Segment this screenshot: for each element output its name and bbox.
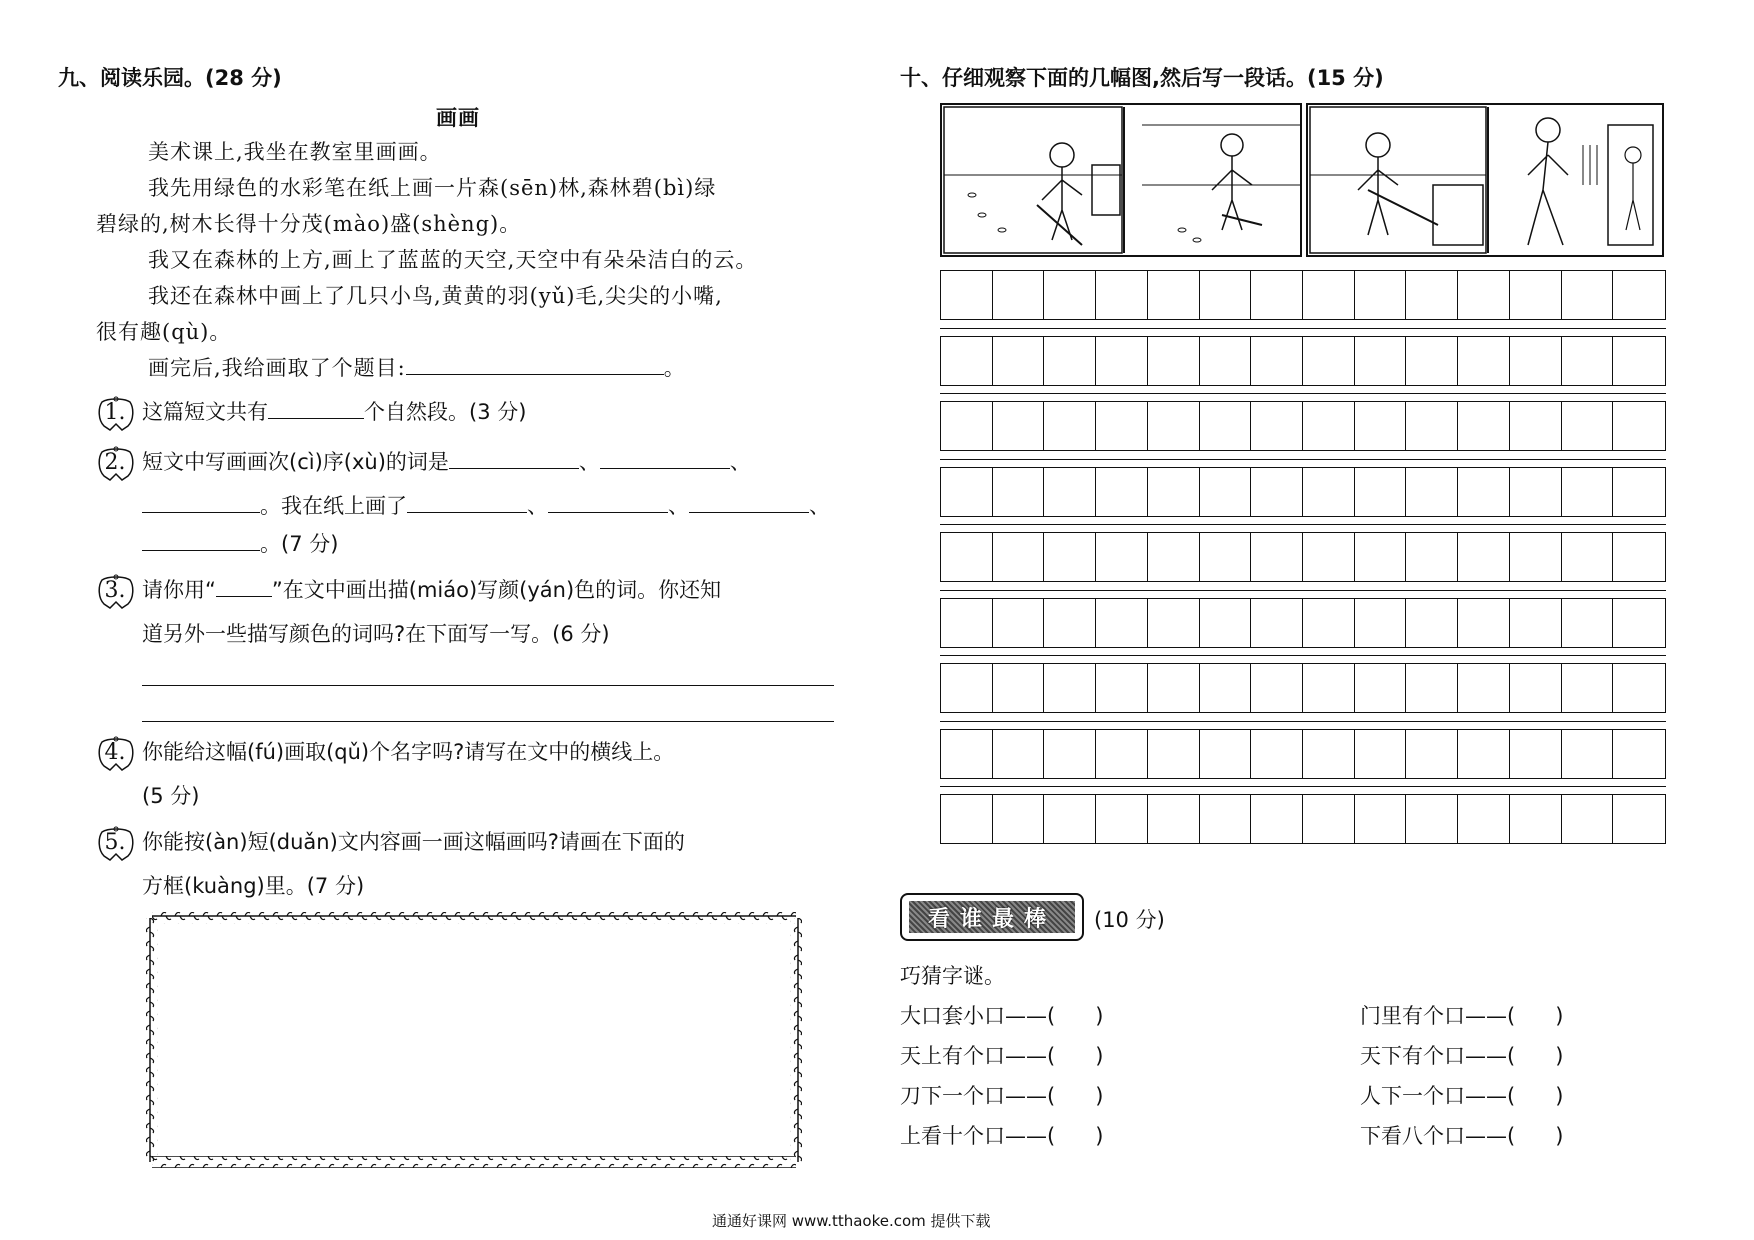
grid-cell[interactable] [1406,730,1458,778]
grid-cell[interactable] [1355,533,1407,581]
grid-cell[interactable] [1251,402,1303,450]
grid-row-spacer-line [940,786,1666,787]
grid-cell[interactable] [993,730,1045,778]
grid-cell[interactable] [1613,337,1665,385]
grid-cell[interactable] [1510,664,1562,712]
underline-mark-sample [216,574,272,597]
grid-row-spacer-line [940,590,1666,591]
grid-cell[interactable] [1303,468,1355,516]
question-4-text-a: 你能给这幅(fú)画取(qǔ)个名字吗?请写在文中的横线上。 [142,740,675,764]
bonus-score: (10 分) [1094,908,1165,932]
question-3 [96,572,836,662]
grid-cell[interactable] [1251,730,1303,778]
grid-cell[interactable] [941,271,993,319]
grid-cell[interactable] [1613,468,1665,516]
grid-cell[interactable] [1148,533,1200,581]
grid-cell[interactable] [1096,533,1148,581]
grid-cell[interactable] [1096,337,1148,385]
grid-row [940,598,1666,648]
grid-cell[interactable] [1251,337,1303,385]
grid-cell[interactable] [941,664,993,712]
grid-cell[interactable] [1562,795,1614,843]
story-paragraph-3: 我又在森林的上方,画上了蓝蓝的天空,天空中有朵朵洁白的云。 [148,248,758,272]
grid-cell[interactable] [1096,599,1148,647]
grid-cell[interactable] [1044,533,1096,581]
grid-cell[interactable] [1562,468,1614,516]
riddle-left-4: 上看十个口——( ) [900,1124,1104,1148]
question-3-text-a: 请你用“ [142,578,216,602]
grid-row-spacer-line [940,721,1666,722]
grid-cell[interactable] [1613,795,1665,843]
grid-cell[interactable] [1251,468,1303,516]
grid-cell[interactable] [941,402,993,450]
grid-cell[interactable] [993,533,1045,581]
grid-row-spacer-line [940,328,1666,329]
grid-cell[interactable] [1044,599,1096,647]
grid-cell[interactable] [1096,664,1148,712]
grid-cell[interactable] [1148,402,1200,450]
grid-cell[interactable] [1303,271,1355,319]
question-5-text-b: 方框(kuàng)里。(7 分) [142,874,365,898]
riddle-instruction: 巧猜字谜。 [900,964,1005,988]
grid-cell[interactable] [1562,533,1614,581]
bonus-badge [900,893,1084,941]
grid-cell[interactable] [1458,533,1510,581]
grid-cell[interactable] [1251,599,1303,647]
grid-cell[interactable] [1148,271,1200,319]
grid-cell[interactable] [1406,795,1458,843]
grid-cell[interactable] [1303,664,1355,712]
grid-cell[interactable] [1200,402,1252,450]
comma: 、 [809,494,830,518]
grid-cell[interactable] [1613,599,1665,647]
comma: 、 [668,494,689,518]
grid-row [940,663,1666,713]
grid-cell[interactable] [1303,533,1355,581]
drawn-item-blank-3[interactable] [689,490,809,513]
grid-row-spacer-line [940,393,1666,394]
grid-cell[interactable] [1613,730,1665,778]
question-5-text-a: 你能按(àn)短(duǎn)文内容画一画这幅画吗?请画在下面的 [142,830,685,854]
grid-cell[interactable] [1510,533,1562,581]
grid-row [940,336,1666,386]
grid-cell[interactable] [1355,730,1407,778]
order-word-blank-2[interactable] [600,446,730,469]
story-paragraph-2-cont: 碧绿的,树木长得十分茂(mào)盛(shèng)。 [96,212,522,236]
riddle-left-1: 大口套小口——( ) [900,1004,1104,1028]
story-title: 画画 [436,105,480,130]
grid-cell[interactable] [1200,730,1252,778]
grid-cell[interactable] [1200,533,1252,581]
grid-cell[interactable] [1200,664,1252,712]
story-paragraph-4-cont: 很有趣(qù)。 [96,320,232,344]
grid-cell[interactable] [1044,664,1096,712]
section9-title: 九、阅读乐园。(28 分) [58,66,282,90]
grid-cell[interactable] [993,664,1045,712]
grid-cell[interactable] [1148,599,1200,647]
riddle-right-2: 天下有个口——( ) [1360,1044,1564,1068]
grid-cell[interactable] [1562,664,1614,712]
grid-cell[interactable] [1355,337,1407,385]
story-paragraph-5-end: 。 [663,356,686,380]
question-4-score: (5 分) [142,784,200,808]
grid-cell[interactable] [1355,468,1407,516]
grid-cell[interactable] [1303,795,1355,843]
grid-cell[interactable] [1406,533,1458,581]
grid-row-spacer-line [940,655,1666,656]
story-paragraph-5-text: 画完后,我给画取了个题目: [148,356,406,380]
grid-cell[interactable] [1251,795,1303,843]
grid-row [940,401,1666,451]
grid-row-spacer-line [940,524,1666,525]
grid-cell[interactable] [1355,402,1407,450]
story-paragraph-5 [148,350,686,386]
grid-cell[interactable] [993,468,1045,516]
grid-cell[interactable] [1251,533,1303,581]
grid-cell[interactable] [1355,795,1407,843]
writing-grid[interactable] [940,270,1666,842]
question-number-badge: 4. [96,736,134,770]
grid-cell[interactable] [1613,271,1665,319]
grid-cell[interactable] [1458,402,1510,450]
comma: 、 [578,450,600,474]
grid-cell[interactable] [941,795,993,843]
grid-cell[interactable] [941,533,993,581]
grid-row [940,270,1666,320]
grid-cell[interactable] [1355,271,1407,319]
grid-cell[interactable] [1613,664,1665,712]
grid-cell[interactable] [993,402,1045,450]
question-1-text-b: 个自然段。(3 分) [364,400,527,424]
grid-cell[interactable] [1510,599,1562,647]
question-number-badge: 5. [96,826,134,860]
grid-cell[interactable] [1148,468,1200,516]
grid-cell[interactable] [1200,795,1252,843]
grid-cell[interactable] [1406,664,1458,712]
picture-panel-2 [1306,103,1664,257]
riddle-right-4: 下看八个口——( ) [1360,1124,1564,1148]
grid-cell[interactable] [1044,795,1096,843]
grid-row [940,794,1666,844]
grid-cell[interactable] [941,468,993,516]
grid-cell[interactable] [1458,795,1510,843]
bonus-badge-label: 看谁最棒 [909,901,1075,933]
question-1-text-a: 这篇短文共有 [142,400,268,424]
grid-cell[interactable] [941,599,993,647]
grid-cell[interactable] [1458,664,1510,712]
grid-cell[interactable] [1562,599,1614,647]
grid-cell[interactable] [993,795,1045,843]
grid-cell[interactable] [1096,271,1148,319]
comma: 、 [729,450,751,474]
grid-row [940,729,1666,779]
question-2-score: 。(7 分) [260,532,339,556]
girl-head-icon [1050,143,1074,167]
grid-cell[interactable] [1406,468,1458,516]
title-blank[interactable] [406,352,664,375]
story-paragraph-4: 我还在森林中画上了几只小鸟,黄黄的羽(yǔ)毛,尖尖的小嘴, [148,284,723,308]
comma: 、 [527,494,548,518]
grid-cell[interactable] [1303,599,1355,647]
grid-cell[interactable] [1406,337,1458,385]
drawn-item-blank-2[interactable] [548,490,668,513]
riddle-right-1: 门里有个口——( ) [1360,1004,1564,1028]
grid-cell[interactable] [1458,271,1510,319]
grid-cell[interactable] [941,337,993,385]
grid-row [940,467,1666,517]
grid-cell[interactable] [1200,599,1252,647]
grid-cell[interactable] [1303,337,1355,385]
story-paragraph-2: 我先用绿色的水彩笔在纸上画一片森(sēn)林,森林碧(bì)绿 [148,176,717,200]
grid-cell[interactable] [1458,730,1510,778]
question-1 [96,394,836,434]
grid-cell[interactable] [1355,599,1407,647]
grid-cell[interactable] [1251,664,1303,712]
order-word-blank-3[interactable] [142,490,260,513]
grid-cell[interactable] [1458,468,1510,516]
grid-cell[interactable] [1458,599,1510,647]
grid-cell[interactable] [1044,337,1096,385]
grid-row [940,532,1666,582]
question-1-blank[interactable] [268,396,364,419]
grid-cell[interactable] [993,599,1045,647]
grid-cell[interactable] [1096,795,1148,843]
question-2 [96,444,836,564]
grid-cell[interactable] [1303,402,1355,450]
grid-cell[interactable] [1406,599,1458,647]
grid-cell[interactable] [1148,795,1200,843]
color-words-answer-line-1[interactable] [142,685,834,686]
riddle-left-2: 天上有个口——( ) [900,1044,1104,1068]
grid-cell[interactable] [1510,402,1562,450]
riddle-right-3: 人下一个口——( ) [1360,1084,1564,1108]
grid-cell[interactable] [1406,271,1458,319]
grid-cell[interactable] [1044,468,1096,516]
question-number-badge: 2. [96,446,134,480]
grid-cell[interactable] [941,730,993,778]
grid-cell[interactable] [1044,402,1096,450]
footer-credit: 通通好课网 www.tthaoke.com 提供下载 [712,1212,991,1230]
grid-cell[interactable] [1510,337,1562,385]
question-4 [96,734,836,824]
grid-cell[interactable] [1303,730,1355,778]
question-2-text-a: 短文中写画画次(cì)序(xù)的词是 [142,450,449,474]
question-number-badge: 1. [96,396,134,430]
question-3-text-c: 道另外一些描写颜色的词吗?在下面写一写。(6 分) [142,622,610,646]
section10-title: 十、仔细观察下面的几幅图,然后写一段话。(15 分) [900,66,1384,90]
riddle-left-3: 刀下一个口——( ) [900,1084,1104,1108]
grid-cell[interactable] [1200,468,1252,516]
question-number-badge: 3. [96,574,134,608]
grid-cell[interactable] [1562,271,1614,319]
question-3-text-b: ”在文中画出描(miáo)写颜(yán)色的词。你还知 [271,578,722,602]
grid-cell[interactable] [1148,664,1200,712]
grid-cell[interactable] [993,271,1045,319]
grid-cell[interactable] [1148,730,1200,778]
order-word-blank-1[interactable] [449,446,579,469]
drawn-item-blank-4[interactable] [142,528,260,551]
grid-cell[interactable] [1562,730,1614,778]
grid-cell[interactable] [1251,271,1303,319]
color-words-answer-line-2[interactable] [142,721,834,722]
grid-cell[interactable] [1406,402,1458,450]
drawing-frame[interactable] [144,910,804,1170]
grid-cell[interactable] [1044,730,1096,778]
drawn-item-blank-1[interactable] [407,490,527,513]
grid-cell[interactable] [1458,337,1510,385]
grid-cell[interactable] [1096,730,1148,778]
picture-panel-1 [940,103,1302,257]
question-2-text-b: 。我在纸上画了 [260,494,407,518]
grid-cell[interactable] [1096,402,1148,450]
grid-cell[interactable] [1044,271,1096,319]
grid-cell[interactable] [1510,271,1562,319]
grid-cell[interactable] [1200,337,1252,385]
grid-cell[interactable] [1510,468,1562,516]
grid-cell[interactable] [1562,337,1614,385]
grid-cell[interactable] [1148,337,1200,385]
grid-cell[interactable] [1200,271,1252,319]
grid-cell[interactable] [1355,664,1407,712]
grid-cell[interactable] [1562,402,1614,450]
question-5 [96,824,836,914]
story-paragraph-1: 美术课上,我坐在教室里画画。 [148,140,442,164]
grid-cell[interactable] [993,337,1045,385]
grid-cell[interactable] [1510,730,1562,778]
grid-cell[interactable] [1613,402,1665,450]
grid-row-spacer-line [940,459,1666,460]
grid-cell[interactable] [1096,468,1148,516]
grid-cell[interactable] [1510,795,1562,843]
grid-cell[interactable] [1613,533,1665,581]
